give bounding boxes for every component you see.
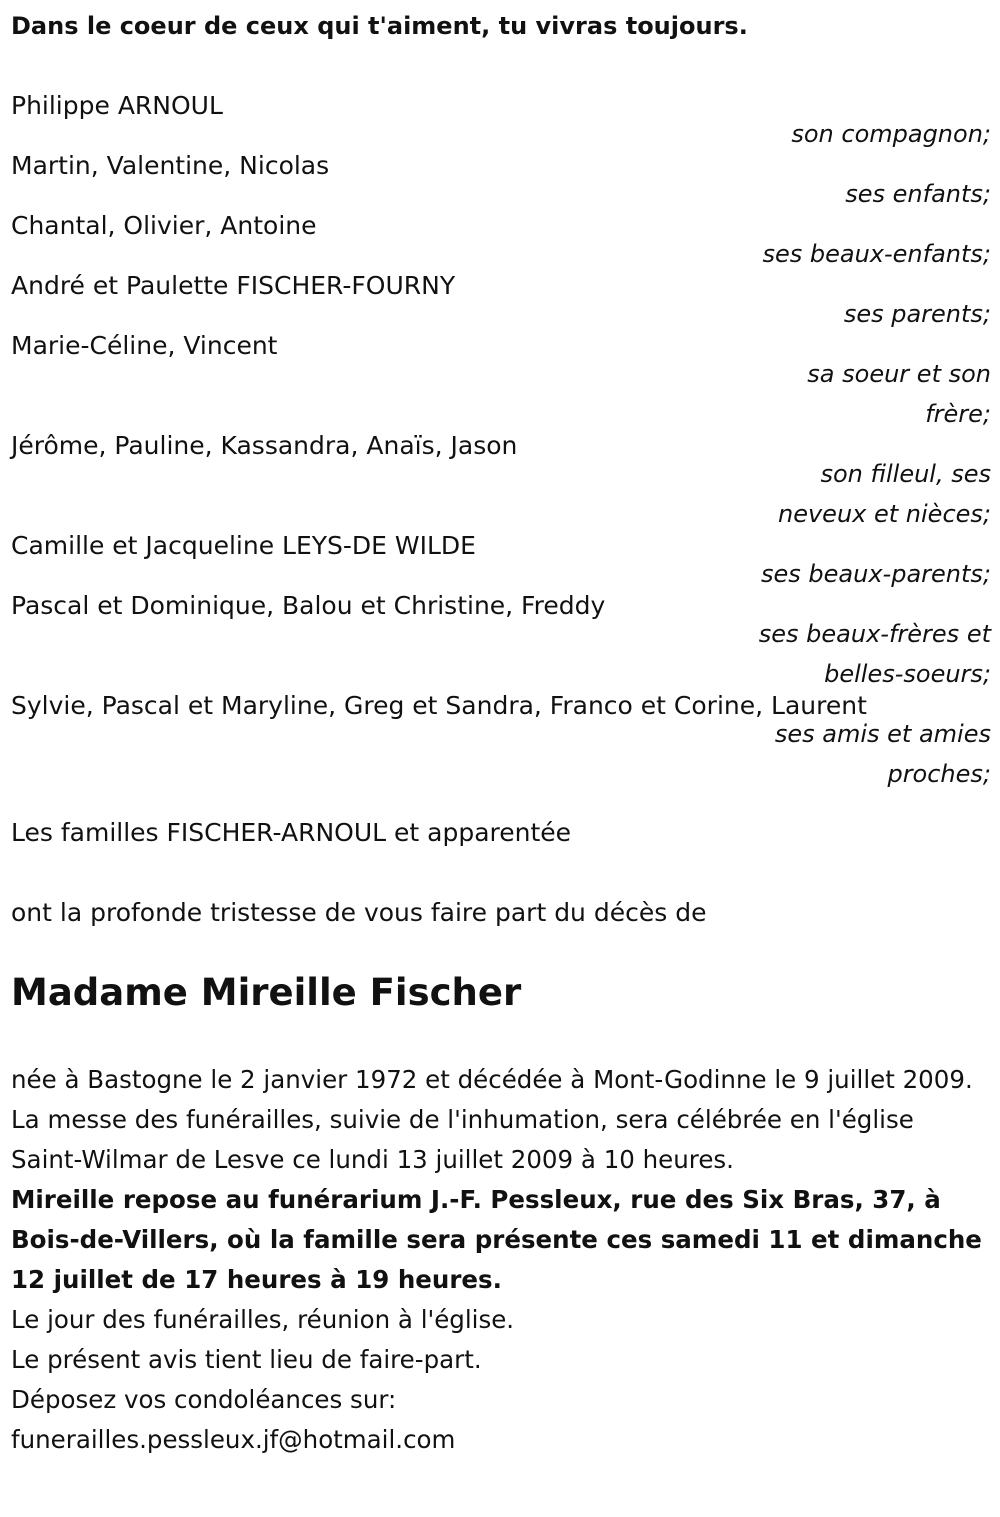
funeral-details (11, 1060, 986, 1460)
announcement: ont la profonde tristesse de vous faire part du décès de (11, 898, 707, 927)
family-list (11, 93, 991, 793)
deceased-name: Madame Mireille Fischer (11, 971, 522, 1014)
family-names: Sylvie, Pascal et Maryline, Greg et Sandra, Franco et Corine, Laurent (11, 691, 867, 720)
family-names: Chantal, Olivier, Antoine (11, 211, 317, 240)
family-entry-siblings-in-law (11, 593, 991, 693)
family-relation: ses enfants; (845, 180, 991, 208)
family-relation: son compagnon; (791, 120, 991, 148)
family-names: Camille et Jacqueline LEYS-DE WILDE (11, 531, 476, 560)
family-relation: ses beaux-enfants; (762, 240, 991, 268)
family-names: Marie-Céline, Vincent (11, 331, 278, 360)
epigraph: Dans le coeur de ceux qui t'aiment, tu vivras toujours. (11, 12, 748, 40)
notice-text: Le présent avis tient lieu de faire-part. (11, 1345, 482, 1374)
family-relation: ses beaux-frères et belles-soeurs; (758, 620, 991, 688)
condolences-label: Déposez vos condoléances sur: (11, 1385, 397, 1414)
meeting-text: Le jour des funérailles, réunion à l'église. (11, 1305, 515, 1334)
family-relation: ses beaux-parents; (761, 560, 991, 588)
family-entry-parents-in-law (11, 533, 991, 593)
family-names: Jérôme, Pauline, Kassandra, Anaïs, Jason (11, 431, 518, 460)
birth-death-text: née à Bastogne le 2 janvier 1972 et décédée à Mont-Godinne le 9 juillet 2009. (11, 1065, 973, 1094)
family-relation: ses amis et amies proches; (774, 720, 991, 788)
repose-text: Mireille repose au funérarium J.-F. Pessleux, rue des Six Bras, 37, à Bois-de-Villers, où la famille sera présente ces samedi 11 et dimanche 12 juillet de 17 heures à 19 heures. (11, 1185, 982, 1294)
family-relation: son filleul, ses neveux et nièces; (778, 460, 991, 528)
funeral-text: La messe des funérailles, suivie de l'inhumation, sera célébrée en l'église Saint-Wilmar de Lesve ce lundi 13 juillet 2009 à 10 heures. (11, 1105, 914, 1174)
family-entry-nephews (11, 433, 991, 533)
family-entry-siblings (11, 333, 991, 433)
family-names: Philippe ARNOUL (11, 91, 223, 120)
family-entry-friends (11, 693, 991, 793)
family-entry-children (11, 153, 991, 213)
family-names: André et Paulette FISCHER-FOURNY (11, 271, 456, 300)
closing-family: Les familles FISCHER-ARNOUL et apparentée (11, 818, 572, 847)
family-entry-stepchildren (11, 213, 991, 273)
condolences-email: funerailles.pessleux.jf@hotmail.com (11, 1425, 456, 1454)
family-relation: ses parents; (843, 300, 991, 328)
family-relation: sa soeur et son frère; (807, 360, 991, 428)
family-entry-companion (11, 93, 991, 153)
family-names: Martin, Valentine, Nicolas (11, 151, 330, 180)
family-entry-parents (11, 273, 991, 333)
family-names: Pascal et Dominique, Balou et Christine, Freddy (11, 591, 606, 620)
